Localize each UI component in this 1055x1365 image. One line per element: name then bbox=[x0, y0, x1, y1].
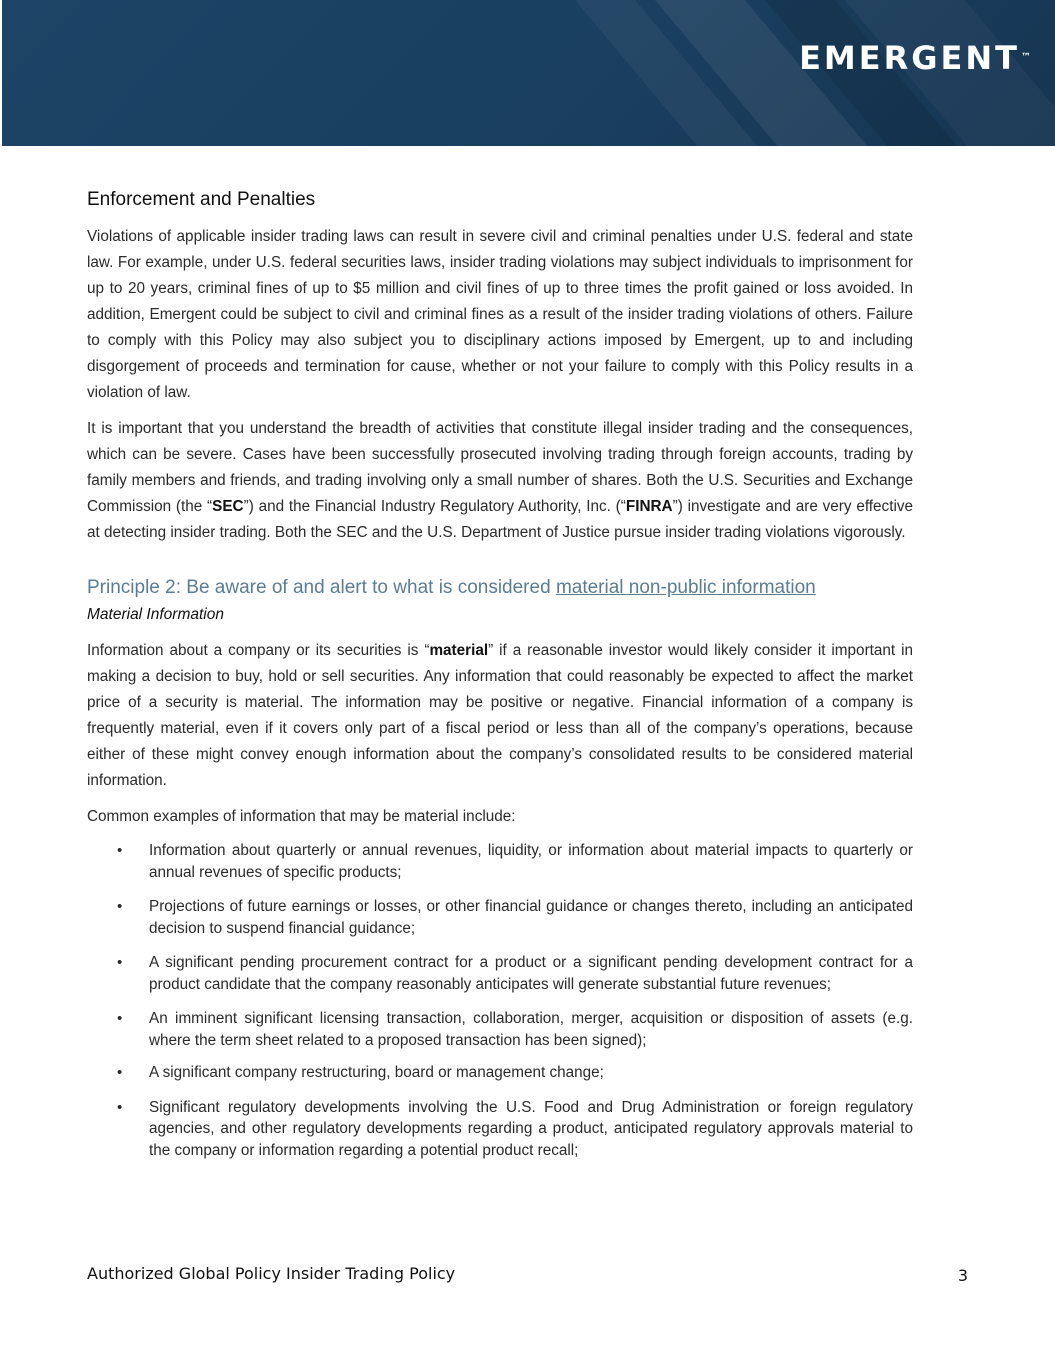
logo-text: EMERGENT bbox=[799, 39, 1020, 77]
finra-term: FINRA bbox=[625, 498, 673, 515]
header-banner bbox=[2, 0, 1055, 146]
bullet-icon: • bbox=[117, 1064, 123, 1081]
list-item: • An imminent significant licensing transaction, collaboration, merger, acquisition or disposition of assets (e.g. where the term sheet related to a proposed transaction has been signed); bbox=[117, 1010, 913, 1049]
material-definition-paragraph: Information about a company or its securities is “material” if a reasonable investor would likely consider it important in making a decision to buy, hold or sell securities. Any information that could reasonably be expected to affect the market price of a security is material. The information may be positive or negative. Financial information of a company is frequently material, even if it covers only part of a fiscal period or less than all of the company’s operations, because either of these might convey enough information about the company’s consolidated results to be considered material information. bbox=[87, 642, 914, 789]
bullet-icon: • bbox=[117, 1098, 123, 1116]
list-item: • Projections of future earnings or losses, or other financial guidance or changes thereto, including an anticipated decision to suspend financial guidance; bbox=[117, 898, 913, 937]
list-item: • A significant pending procurement contract for a product or a significant pending development contract for a product candidate that the company reasonably anticipates will generate substantial future revenues; bbox=[117, 954, 913, 993]
list-item: • A significant company restructuring, board or management change; bbox=[87, 1062, 913, 1084]
examples-list bbox=[87, 840, 913, 1161]
section-title: Enforcement and Penalties bbox=[87, 189, 316, 210]
material-information-subheading: Material Information bbox=[87, 606, 224, 623]
logo-trademark: ™ bbox=[1021, 52, 1031, 63]
page-number: 3 bbox=[957, 1266, 968, 1285]
bullet-icon: • bbox=[117, 954, 123, 971]
material-nonpublic-link[interactable]: material non-public information bbox=[555, 577, 816, 598]
principle-heading: Principle 2: Be aware of and alert to what is considered material non-public information bbox=[87, 577, 816, 598]
page-content bbox=[87, 186, 913, 1174]
sec-term: SEC bbox=[212, 498, 244, 515]
breadth-paragraph: It is important that you understand the breadth of activities that constitute illegal insider trading and the consequences, which can be severe. Cases have been successfully prosecuted involving trading through foreign accounts, trading by family members and friends, and trading involving only a small number of shares. Both the U.S. Securities and Exchange Commission (the “SEC”) and the Financial Industry Regulatory Authority, Inc. (“FINRA”) investigate and are very effective at detecting insider trading. Both the SEC and the U.S. Department of Justice pursue insider trading violations vigorously. bbox=[87, 420, 914, 541]
footer-text: Authorized Global Policy Insider Trading Policy bbox=[87, 1264, 456, 1283]
enforcement-paragraph: Violations of applicable insider trading laws can result in severe civil and criminal penalties under U.S. federal and state law. For example, under U.S. federal securities laws, insider trading violations may subject individuals to imprisonment for up to 20 years, criminal fines of up to $5 million and civil fines of up to three times the profit gained or loss avoided. In addition, Emergent could be subject to civil and criminal fines as a result of the insider trading violations of others. Failure to comply with this Policy may also subject you to disciplinary actions imposed by Emergent, up to and including disgorgement of proceeds and termination for cause, whether or not your failure to comply with this Policy results in a violation of law. bbox=[87, 228, 913, 401]
list-item: • Information about quarterly or annual revenues, liquidity, or information about material impacts to quarterly or annual revenues of specific products; bbox=[117, 842, 913, 881]
bullet-icon: • bbox=[117, 898, 123, 915]
bullet-icon: • bbox=[117, 842, 123, 859]
bullet-icon: • bbox=[117, 1010, 123, 1027]
material-term: material bbox=[429, 642, 489, 659]
examples-intro-paragraph: Common examples of information that may be material include: bbox=[87, 808, 516, 825]
emergent-logo bbox=[799, 38, 1031, 78]
list-item: • Significant regulatory developments involving the U.S. Food and Drug Administration or foreign regulatory agencies, and other regulatory developments regarding a product, anticipated regulatory approvals material to the company or information regarding a potential product recall; bbox=[117, 1098, 913, 1159]
